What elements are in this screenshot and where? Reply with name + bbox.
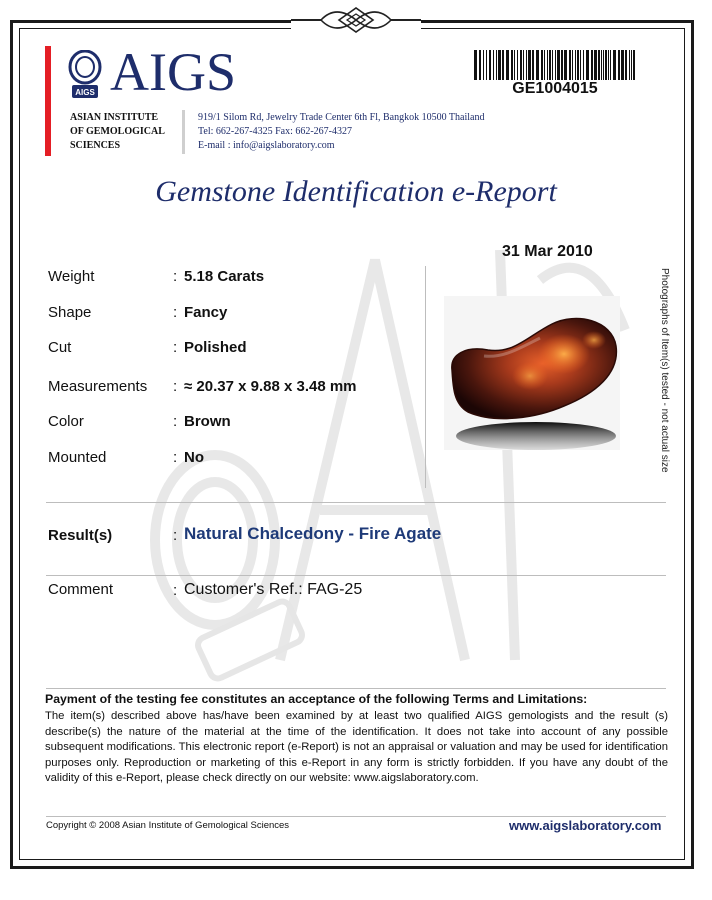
terms-body: The item(s) described above has/have been examined by at least two qualified AIGS gemologists and the result (s) describe(s) the nature of the material at the time of the identification. It does not take into account of any possible subsequent modifications. This electronic report (e-Report) is not an appraisal or valuation and may be used for identification purposes only. Reproduction or marketing of this e-Report in any form is strictly forbidden. If you have any doubt of the validity of this e-Report, please check directly on our website: www.aigslaboratory.com.	[45, 710, 668, 784]
result-label: Result(s)	[48, 527, 113, 544]
property-value: Fancy	[184, 304, 228, 321]
property-label: Weight	[48, 268, 95, 285]
photo-divider	[425, 266, 426, 488]
property-value: 5.18 Carats	[184, 268, 265, 285]
report-number: GE1004015	[512, 80, 598, 97]
address-line: 919/1 Silom Rd, Jewelry Trade Center 6th Fl, Bangkok 10500 Thailand	[198, 112, 485, 123]
institute-line: ASIAN INSTITUTE	[70, 112, 159, 123]
property-value: Polished	[184, 339, 247, 356]
colon: :	[173, 582, 178, 599]
result-value: Natural Chalcedony - Fire Agate	[184, 524, 442, 543]
institute-name	[70, 111, 180, 153]
property-value: ≈ 20.37 x 9.88 x 3.48 mm	[184, 378, 357, 395]
property-label: Shape	[48, 304, 92, 321]
property-value: Brown	[184, 413, 231, 430]
report-title: Gemstone Identification e-Report	[155, 175, 557, 208]
website-link[interactable]: www.aigslaboratory.com	[509, 818, 662, 833]
divider	[46, 575, 666, 576]
accent-bar	[45, 46, 51, 156]
svg-text:AIGS: AIGS	[75, 88, 95, 97]
institute-line: SCIENCES	[70, 140, 121, 151]
divider	[46, 816, 666, 817]
property-label: Color	[48, 413, 84, 430]
top-ornament-icon	[291, 0, 421, 40]
colon: :	[173, 527, 178, 544]
colon: :	[173, 449, 178, 466]
barcode-icon	[474, 50, 636, 80]
property-label: Cut	[48, 339, 72, 356]
photo-caption	[658, 268, 672, 483]
comment-label: Comment	[48, 581, 114, 598]
phone-line: Tel: 662-267-4325 Fax: 662-267-4327	[198, 126, 353, 137]
photo-caption-text: Photographs of Item(s) tested - not actual size	[659, 268, 670, 473]
colon: :	[173, 378, 178, 395]
property-label: Measurements	[48, 378, 148, 395]
divider	[46, 502, 666, 503]
colon: :	[173, 304, 178, 321]
contact-address	[198, 111, 484, 153]
comment-value: Customer's Ref.: FAG-25	[184, 581, 363, 598]
report-date: 31 Mar 2010	[502, 243, 593, 260]
brand-name: AIGS	[110, 42, 237, 102]
colon: :	[173, 413, 178, 430]
property-label: Mounted	[48, 449, 107, 466]
email-line: E-mail : info@aigslaboratory.com	[198, 140, 335, 151]
colon: :	[173, 268, 178, 285]
copyright-text: Copyright © 2008 Asian Institute of Gemological Sciences	[46, 820, 290, 831]
aigs-emblem-icon	[67, 50, 103, 100]
property-value: No	[184, 449, 204, 466]
institute-line: OF GEMOLOGICAL	[70, 126, 165, 137]
gemstone-photo	[444, 296, 620, 450]
terms-title: Payment of the testing fee constitutes an acceptance of the following Terms and Limitations:	[45, 692, 588, 706]
divider	[46, 688, 666, 689]
header-divider	[182, 110, 185, 154]
colon: :	[173, 339, 178, 356]
